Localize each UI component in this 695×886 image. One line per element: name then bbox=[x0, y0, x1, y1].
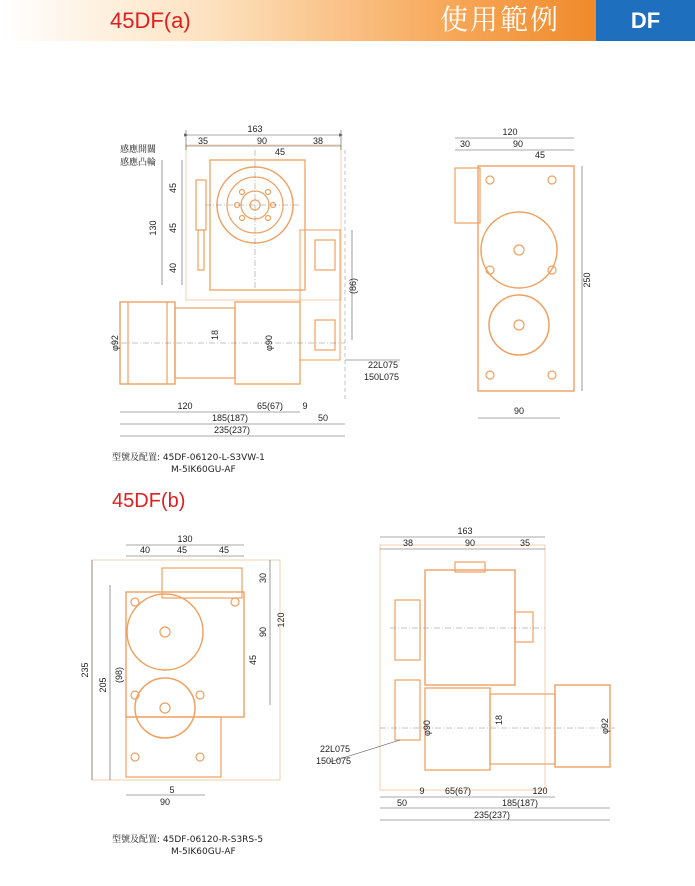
dim-b-45b: 45 bbox=[218, 545, 230, 555]
config-a-line2: M-5IK60GU-AF bbox=[171, 465, 236, 475]
diagram-a-side bbox=[455, 166, 574, 391]
diagram-b-front-dimlines bbox=[330, 537, 610, 820]
label-sensor-switch: 感應開關 bbox=[120, 144, 157, 154]
dim-b-30: 30 bbox=[258, 572, 268, 584]
dim-b-bot-90: 90 bbox=[159, 797, 171, 807]
config-b-line2: M-5IK60GU-AF bbox=[171, 847, 236, 857]
dim-b-65: 65(67) bbox=[444, 786, 472, 796]
label-sensor-cam: 感應凸輪 bbox=[120, 157, 157, 167]
dim-a-35: 35 bbox=[197, 136, 209, 146]
config-b bbox=[112, 834, 263, 858]
dim-b-90: 90 bbox=[258, 626, 268, 638]
dim-a-45: 45 bbox=[274, 147, 286, 157]
dim-b-185: 185(187) bbox=[501, 798, 539, 808]
dim-a-235: 235(237) bbox=[213, 425, 251, 435]
dim-a-side-45: 45 bbox=[534, 150, 546, 160]
dim-b-phi92: φ92 bbox=[600, 718, 610, 734]
dim-b-phi90: φ90 bbox=[422, 720, 432, 736]
dim-a-130: 130 bbox=[148, 220, 158, 236]
dim-b-130: 130 bbox=[177, 534, 193, 544]
header-model: 45DF(a) bbox=[110, 8, 191, 33]
dim-a-18: 18 bbox=[210, 329, 220, 341]
dim-b-235-237: 235(237) bbox=[473, 810, 511, 820]
dim-a-side-90: 90 bbox=[512, 139, 524, 149]
diagram-a-centerlines bbox=[110, 150, 345, 400]
diagram-b-title: 45DF(b) bbox=[112, 490, 186, 512]
dim-b-120: 120 bbox=[276, 612, 286, 628]
config-a-label: 型號及配置: bbox=[112, 453, 161, 463]
dim-a-left-45a: 45 bbox=[168, 182, 178, 194]
dim-b-top-90: 90 bbox=[464, 538, 476, 548]
dim-a-50: 50 bbox=[317, 413, 329, 423]
dim-b-belt2: 150L075 bbox=[316, 756, 352, 766]
dim-a-185: 185(187) bbox=[211, 413, 249, 423]
diagram-b-front bbox=[380, 545, 610, 790]
dim-b-38: 38 bbox=[402, 538, 414, 548]
dim-b-163: 163 bbox=[457, 526, 473, 536]
dim-a-120: 120 bbox=[177, 401, 193, 411]
diagram-b-centerlines bbox=[380, 628, 615, 728]
config-a-line1: 45DF-06120-L-S3VW-1 bbox=[162, 453, 265, 463]
dim-b-40: 40 bbox=[139, 545, 151, 555]
dim-b-18: 18 bbox=[494, 714, 504, 726]
dim-a-163: 163 bbox=[247, 124, 263, 134]
dim-a-9: 9 bbox=[302, 401, 308, 411]
header-title: 使用範例 bbox=[440, 3, 561, 36]
diagram-a-dimlines bbox=[120, 130, 400, 436]
dim-a-phi90: φ90 bbox=[264, 335, 274, 351]
dim-a-38: 38 bbox=[312, 136, 324, 146]
dim-a-side-250: 250 bbox=[582, 272, 592, 288]
dim-b-35: 35 bbox=[519, 538, 531, 548]
dim-b-45a: 45 bbox=[176, 545, 188, 555]
dim-a-86: (86) bbox=[348, 277, 358, 295]
config-b-line1: 45DF-06120-R-S3RS-5 bbox=[162, 835, 264, 845]
dim-a-65: 65(67) bbox=[256, 401, 284, 411]
dim-b-9: 9 bbox=[419, 786, 425, 796]
dim-b-5: 5 bbox=[169, 785, 175, 795]
dim-b-45: 45 bbox=[248, 654, 258, 666]
dim-b-98: (98) bbox=[114, 666, 124, 684]
dim-a-side-bot-90: 90 bbox=[513, 406, 525, 416]
config-a bbox=[112, 452, 265, 476]
diagram-a-front bbox=[120, 145, 341, 384]
dim-a-belt1: 22L075 bbox=[368, 360, 399, 370]
dim-a-left-45b: 45 bbox=[168, 222, 178, 234]
dim-b-205: 205 bbox=[98, 677, 108, 693]
dim-b-235: 235 bbox=[80, 662, 90, 678]
dim-a-belt2: 150L075 bbox=[364, 372, 400, 382]
config-b-label: 型號及配置: bbox=[112, 835, 161, 845]
dim-a-40: 40 bbox=[168, 262, 178, 274]
dim-b-belt1: 22L075 bbox=[320, 744, 351, 754]
dim-b-50: 50 bbox=[396, 798, 408, 808]
dim-a-90: 90 bbox=[256, 136, 268, 146]
dim-a-phi92: φ92 bbox=[110, 335, 120, 351]
diagram-a-side-dimlines bbox=[455, 138, 582, 418]
dim-a-side-30: 30 bbox=[459, 139, 471, 149]
header-code-badge: DF bbox=[596, 0, 695, 41]
dim-b-bot-120: 120 bbox=[532, 786, 548, 796]
dim-a-side-120: 120 bbox=[502, 127, 518, 137]
